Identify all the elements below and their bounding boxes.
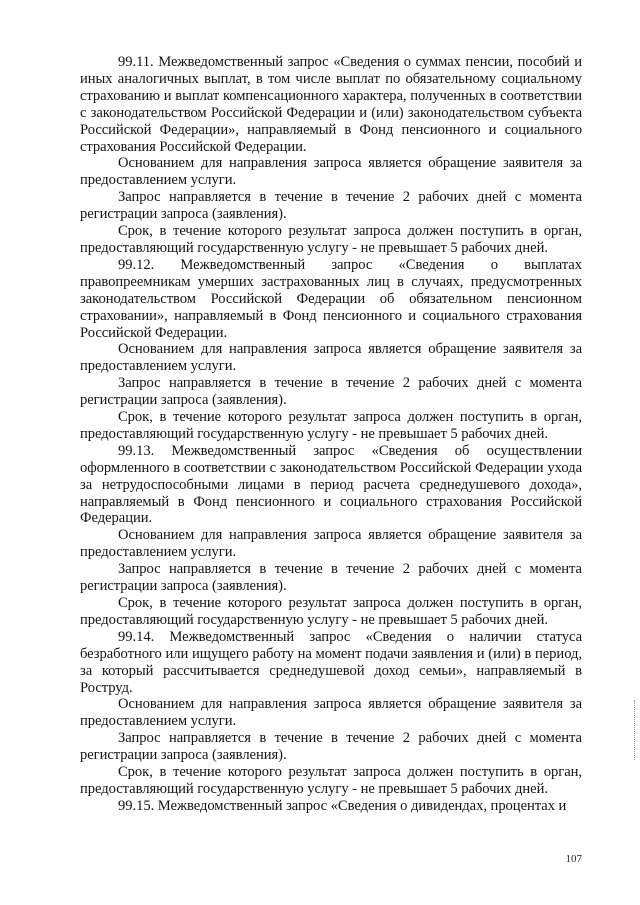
paragraph-99-13: 99.13. Межведомственный запрос «Сведения об осуществлении оформленного в соответствии с законодательством Российской Федерации ухода за нетрудоспособными лицами в период расчета среднедушевого дохода», направляемый в Фонд пенсионного и социального страхования Российской Федерации.: [80, 442, 582, 527]
paragraph-basis: Основанием для направления запроса является обращение заявителя за предоставлением услуги.: [80, 155, 582, 189]
paragraph-99-12: 99.12. Межведомственный запрос «Сведения о выплатах правопреемникам умерших застрахованных лиц в случаях, предусмотренных законодательством Российской Федерации об обязательном пенсионном страховании», направляемый в Фонд пенсионного и социального страхования Российской Федерации.: [80, 256, 582, 341]
paragraph-request-term: Запрос направляется в течение в течение 2 рабочих дней с момента регистрации запроса (заявления).: [80, 730, 582, 764]
paragraph-response-term: Срок, в течение которого результат запроса должен поступить в орган, предоставляющий государственную услугу - не превышает 5 рабочих дней.: [80, 223, 582, 256]
paragraph-99-11: 99.11. Межведомственный запрос «Сведения о суммах пенсии, пособий и иных аналогичных выплат, в том числе выплат по обязательному социальному страхованию и выплат компенсационного характера, полученных в соответствии с законодательством Российской Федерации и (или) законодательством субъекта Российской Федерации», направляемый в Фонд пенсионного и социального страхования Российской Федерации.: [80, 54, 582, 155]
paragraph-basis: Основанием для направления запроса является обращение заявителя за предоставлением услуги.: [80, 696, 582, 730]
paragraph-basis: Основанием для направления запроса является обращение заявителя за предоставлением услуги.: [80, 527, 582, 561]
paragraph-response-term: Срок, в течение которого результат запроса должен поступить в орган, предоставляющий государственную услугу - не превышает 5 рабочих дней.: [80, 409, 582, 442]
paragraph-99-15: 99.15. Межведомственный запрос «Сведения о дивидендах, процентах и: [118, 797, 567, 814]
paragraph-request-term: Запрос направляется в течение в течение 2 рабочих дней с момента регистрации запроса (заявления).: [80, 189, 582, 223]
paragraph-request-term: Запрос направляется в течение в течение 2 рабочих дней с момента регистрации запроса (заявления).: [80, 375, 582, 409]
document-body: [80, 54, 582, 815]
paragraph-99-14: 99.14. Межведомственный запрос «Сведения о наличии статуса безработного или ищущего работу на момент подачи заявления и (или) в период, за который рассчитывается среднедушевой доход семьи», направляемый в Роструд.: [80, 628, 582, 696]
paragraph-request-term: Запрос направляется в течение в течение 2 рабочих дней с момента регистрации запроса (заявления).: [80, 561, 582, 595]
scan-edge-mark: [634, 700, 636, 760]
page-number: 107: [565, 853, 582, 865]
paragraph-basis: Основанием для направления запроса является обращение заявителя за предоставлением услуги.: [80, 341, 582, 375]
paragraph-response-term: Срок, в течение которого результат запроса должен поступить в орган, предоставляющий государственную услугу - не превышает 5 рабочих дней.: [80, 764, 582, 797]
paragraph-response-term: Срок, в течение которого результат запроса должен поступить в орган, предоставляющий государственную услугу - не превышает 5 рабочих дней.: [80, 595, 582, 628]
